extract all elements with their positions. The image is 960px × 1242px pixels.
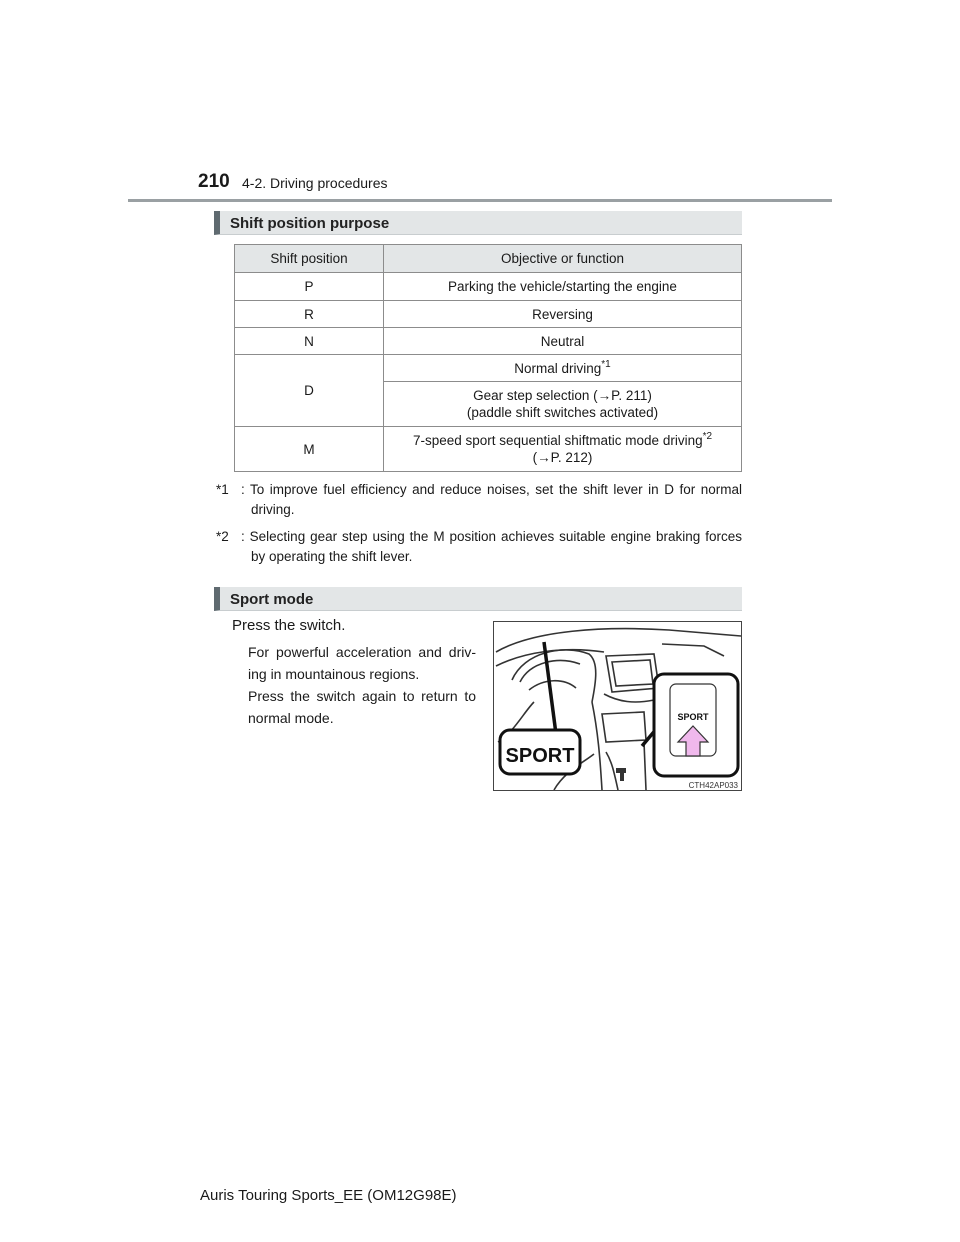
table-row [235, 427, 742, 472]
table-header-cell: Shift position [235, 245, 384, 273]
function-cell [384, 355, 742, 382]
table-row [235, 273, 742, 301]
section-title: 4-2. Driving procedures [242, 175, 388, 191]
function-cell [384, 382, 742, 427]
table-row [235, 328, 742, 355]
sport-mode-heading [214, 587, 742, 611]
footnote-mark: *1 [216, 482, 229, 497]
description-text: For powerful acceleration and driv-ing in mountainous regions. [248, 644, 476, 682]
footnote-text: : To improve fuel efficiency and reduce noises, set the shift lever in D for normal driving. [241, 482, 742, 517]
description-text: Press the switch again to return to normal mode. [248, 688, 476, 726]
footnote-2 [216, 527, 742, 567]
shift-position-cell: D [235, 355, 384, 427]
function-text: Gear step selection (→P. 211) [473, 388, 652, 403]
footnote-1 [216, 480, 742, 520]
shift-position-cell: N [235, 328, 384, 355]
figure-code: CTH42AP033 [688, 781, 738, 790]
shift-position-cell: P [235, 273, 384, 301]
table-header-row [235, 245, 742, 273]
sport-switch-illustration [493, 621, 742, 791]
instruction-text: Press the switch. [232, 617, 346, 634]
function-cell: Reversing [384, 301, 742, 328]
shift-position-table [234, 244, 742, 472]
shift-position-heading-text: Shift position purpose [230, 215, 390, 232]
function-text: (paddle shift switches activated) [466, 405, 659, 420]
shift-position-heading [214, 211, 742, 235]
sport-mode-heading-text: Sport mode [230, 591, 314, 608]
function-text: Normal driving [514, 360, 602, 376]
function-text: (→P. 212) [532, 450, 593, 465]
sport-callout-label: SPORT [505, 745, 575, 767]
footnote-text: : Selecting gear step using the M position achieves suitable engine braking forces by operating the shift lever. [241, 529, 742, 564]
table-header-cell: Objective or function [384, 245, 742, 273]
shift-position-cell: M [235, 427, 384, 472]
sport-switch-label: SPORT [677, 712, 709, 722]
shift-position-cell: R [235, 301, 384, 328]
function-text: 7-speed sport sequential shiftmatic mode driving [412, 433, 703, 448]
dashboard-drawing [494, 622, 742, 791]
page-number: 210 [198, 171, 230, 192]
table-row [235, 301, 742, 328]
footnote-mark: *2 [216, 529, 229, 544]
function-cell: Parking the vehicle/starting the engine [384, 273, 742, 301]
header-divider [128, 199, 832, 202]
footnote-ref: *1 [601, 358, 611, 370]
footnote-ref: *2 [702, 431, 713, 442]
function-cell [384, 427, 742, 472]
table-row [235, 355, 742, 382]
manual-title: Auris Touring Sports_EE (OM12G98E) [200, 1187, 457, 1204]
function-cell: Neutral [384, 328, 742, 355]
